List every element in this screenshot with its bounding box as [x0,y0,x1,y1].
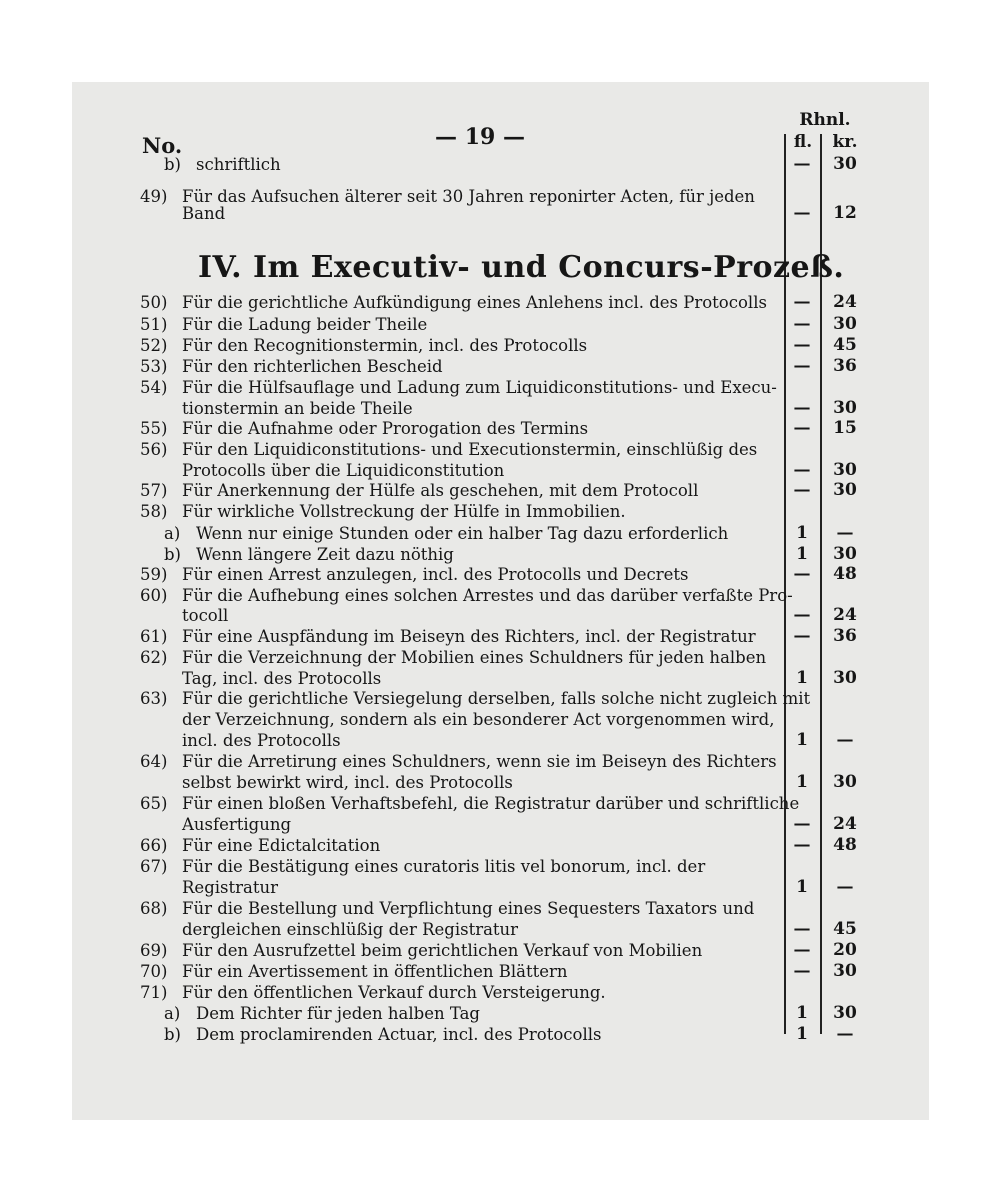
fee-line [140,564,870,585]
item-text: Für die Arretirung eines Schuldners, wenn sie im Beiseyn des Richters [182,752,777,771]
item-text: incl. des Protocolls [182,731,341,750]
amount-kreuzer: 45 [833,335,857,355]
amount-florin: 1 [796,730,808,750]
item-number: 68) [140,899,168,918]
item-number: 60) [140,586,168,605]
item-number: 69) [140,941,168,960]
item-number: 65) [140,794,168,813]
item-text: Für Anerkennung der Hülfe als geschehen, mit dem Protocoll [182,481,699,500]
page-number: — 19 — [435,124,525,150]
amount-florin: — [793,335,811,355]
item-number: 52) [140,336,168,355]
item-number: 55) [140,419,168,438]
item-number: 63) [140,689,168,708]
item-text: Für die Aufhebung eines solchen Arrestes und das darüber verfaßte Pro- [182,586,793,605]
amount-florin: — [793,814,811,834]
fee-line [140,418,870,439]
item-text: Wenn nur einige Stunden oder ein halber Tag dazu erforderlich [196,524,729,543]
item-number: 49) [140,187,168,206]
fee-line [140,544,870,565]
amount-florin: — [793,314,811,334]
item-text: Band [182,204,226,223]
amount-florin: — [793,460,811,480]
fee-line [140,877,870,898]
sub-item-letter: b) [164,155,181,174]
amount-kreuzer: 30 [833,961,857,981]
fee-line [140,772,870,793]
amount-kreuzer: 24 [833,292,857,312]
fee-line [140,647,870,668]
sub-item-letter: a) [164,524,181,543]
fee-line [140,709,870,730]
item-text: Für den öffentlichen Verkauf durch Versteigerung. [182,983,606,1002]
amount-kreuzer: 30 [833,314,857,334]
fee-line [140,314,870,335]
sub-item-letter: b) [164,1025,181,1044]
fee-line [140,377,870,398]
amount-kreuzer: 15 [833,418,857,438]
item-text: Für die Bestellung und Verpflichtung eines Sequesters Taxators und [182,899,755,918]
amount-florin: — [793,418,811,438]
amount-florin: — [793,961,811,981]
amount-kreuzer: 30 [833,480,857,500]
amount-kreuzer: — [836,730,854,750]
amount-florin: 1 [796,523,808,543]
amount-kreuzer: 30 [833,668,857,688]
item-number: 58) [140,502,168,521]
item-text: Für die Hülfsauflage und Ladung zum Liquidiconstitutions- und Execu- [182,378,777,397]
fee-line [140,668,870,689]
amount-florin: 1 [796,877,808,897]
item-text: Für den richterlichen Bescheid [182,357,443,376]
fee-line [140,730,870,751]
amount-florin: — [793,835,811,855]
amount-florin: 1 [796,1003,808,1023]
fee-line [140,793,870,814]
item-text: Für den Recognitionstermin, incl. des Protocolls [182,336,588,355]
amount-florin: 1 [796,1024,808,1044]
item-number: 57) [140,481,168,500]
amount-kreuzer: 36 [833,356,857,376]
amount-kreuzer: 24 [833,605,857,625]
amount-kreuzer: 24 [833,814,857,834]
item-number: 66) [140,836,168,855]
no-column-label: No. [142,133,183,158]
amount-kreuzer: 12 [833,203,857,223]
fee-line [140,439,870,460]
amount-florin: — [793,940,811,960]
item-text: tocoll [182,606,229,625]
fee-line [140,919,870,940]
amount-florin: — [793,398,811,418]
fee-line [140,835,870,856]
amount-florin: — [793,292,811,312]
item-text: Für einen Arrest anzulegen, incl. des Protocolls und Decrets [182,565,689,584]
amount-kreuzer: — [836,1024,854,1044]
item-text: Für das Aufsuchen älterer seit 30 Jahren reponirter Acten, für jeden [182,187,755,206]
amount-florin: 1 [796,772,808,792]
fee-line [140,398,870,419]
item-number: 59) [140,565,168,584]
item-number: 51) [140,315,168,334]
amount-kreuzer: 48 [833,835,857,855]
item-text: schriftlich [196,155,281,174]
amount-florin: — [793,480,811,500]
fee-line [140,1024,870,1045]
sub-item-letter: a) [164,1004,181,1023]
fee-line [140,501,870,522]
item-number: 56) [140,440,168,459]
item-text: Für die Ladung beider Theile [182,315,428,334]
fee-line [140,356,870,377]
item-number: 50) [140,293,168,312]
section-heading: IV. Im Executiv- und Concurs-Prozeß. [198,250,845,285]
amount-kreuzer: 48 [833,564,857,584]
sub-item-letter: b) [164,545,181,564]
item-text: Für die Aufnahme oder Prorogation des Termins [182,419,589,438]
currency-label: Rhnl. [799,110,851,130]
kreuzer-column-label: kr. [832,132,858,152]
item-text: Dem proclamirenden Actuar, incl. des Protocolls [196,1025,602,1044]
item-text: der Verzeichnung, sondern als ein besonderer Act vorgenommen wird, [182,710,775,729]
fee-line [140,335,870,356]
fee-line [140,460,870,481]
item-text: dergleichen einschlüßig der Registratur [182,920,519,939]
item-text: Für ein Avertissement in öffentlichen Blättern [182,962,568,981]
florin-column-label: fl. [793,132,813,152]
amount-kreuzer: 30 [833,398,857,418]
amount-florin: 1 [796,668,808,688]
fee-line [140,203,870,224]
item-text: Für eine Edictalcitation [182,836,381,855]
fee-line [140,480,870,501]
item-text: Protocolls über die Liquidiconstitution [182,461,505,480]
item-text: Für eine Auspfändung im Beiseyn des Richters, incl. der Registratur [182,627,756,646]
fee-line [140,898,870,919]
amount-florin: — [793,605,811,625]
amount-kreuzer: 30 [833,154,857,174]
item-number: 61) [140,627,168,646]
item-number: 67) [140,857,168,876]
item-number: 62) [140,648,168,667]
fee-line [140,605,870,626]
fee-line [140,523,870,544]
fee-line [140,1003,870,1024]
amount-kreuzer: 30 [833,544,857,564]
item-text: Für wirkliche Vollstreckung der Hülfe in Immobilien. [182,502,626,521]
item-text: Registratur [182,878,278,897]
amount-kreuzer: 36 [833,626,857,646]
amount-kreuzer: — [836,523,854,543]
fee-line [140,856,870,877]
amount-florin: — [793,564,811,584]
item-text: Für den Liquidiconstitutions- und Executionstermin, einschlüßig des [182,440,758,459]
amount-florin: 1 [796,544,808,564]
amount-florin: — [793,154,811,174]
fee-line [140,940,870,961]
amount-florin: — [793,356,811,376]
item-text: Ausfertigung [182,815,292,834]
item-text: Tag, incl. des Protocolls [182,669,382,688]
item-text: Für die gerichtliche Versiegelung derselben, falls solche nicht zugleich mit [182,689,811,708]
item-number: 64) [140,752,168,771]
item-text: Für die gerichtliche Aufkündigung eines Anlehens incl. des Protocolls [182,293,767,312]
amount-kreuzer: 45 [833,919,857,939]
amount-florin: — [793,626,811,646]
fee-line [140,961,870,982]
item-text: Für einen bloßen Verhaftsbefehl, die Registratur darüber und schriftliche [182,794,800,813]
amount-kreuzer: 30 [833,772,857,792]
item-text: Wenn längere Zeit dazu nöthig [196,545,454,564]
fee-line [140,982,870,1003]
item-text: Für die Bestätigung eines curatoris litis vel bonorum, incl. der [182,857,706,876]
item-text: selbst bewirkt wird, incl. des Protocolls [182,773,513,792]
amount-kreuzer: 30 [833,1003,857,1023]
item-number: 54) [140,378,168,397]
item-text: Für den Ausrufzettel beim gerichtlichen Verkauf von Mobilien [182,941,703,960]
fee-line [140,626,870,647]
item-number: 70) [140,962,168,981]
fee-line [140,292,870,313]
fee-line [140,585,870,606]
item-text: tionstermin an beide Theile [182,399,413,418]
item-text: Für die Verzeichnung der Mobilien eines Schuldners für jeden halben [182,648,767,667]
item-number: 53) [140,357,168,376]
fee-line [140,814,870,835]
item-number: 71) [140,983,168,1002]
amount-kreuzer: 30 [833,460,857,480]
fee-line [140,688,870,709]
amount-kreuzer: — [836,877,854,897]
amount-florin: — [793,919,811,939]
fee-line [140,751,870,772]
item-text: Dem Richter für jeden halben Tag [196,1004,480,1023]
amount-florin: — [793,203,811,223]
fee-line [140,154,870,175]
amount-kreuzer: 20 [833,940,857,960]
